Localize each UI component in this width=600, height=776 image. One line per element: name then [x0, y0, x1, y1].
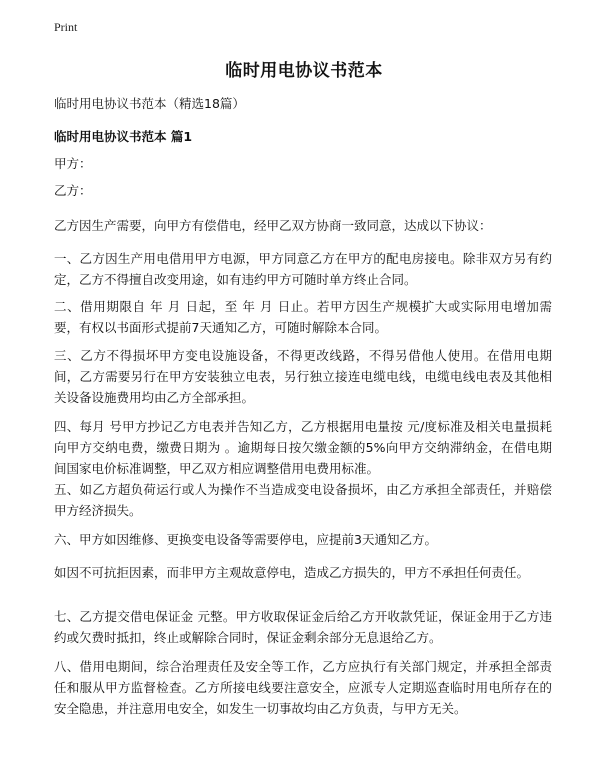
- paragraph-clause-2: 二、借用期限自 年 月 日起，至 年 月 日止。若甲方因生产规模扩大或实际用电增加需要，有权以书面形式提前7天通知乙方，可随时解除本合同。: [54, 299, 552, 335]
- paragraph-clause-7: 七、乙方提交借电保证金 元整。甲方收取保证金后给乙方开收款凭证，保证金用于乙方违约或欠费时抵扣，终止或解除合同时，保证金剩余部分无息退给乙方。: [54, 609, 552, 645]
- paragraph-clause-5: 五、如乙方超负荷运行或人为操作不当造成变电设备损坏，由乙方承担全部责任，并赔偿甲方经济损失。: [54, 482, 552, 518]
- paragraph-party-a: 甲方：: [54, 156, 92, 171]
- section-heading: 临时用电协议书范本 篇1: [54, 129, 193, 144]
- paragraph-party-b: 乙方：: [54, 183, 92, 198]
- document-title: 临时用电协议书范本: [225, 61, 383, 81]
- print-label[interactable]: Print: [54, 20, 78, 34]
- paragraph-clause-3: 三、乙方不得损坏甲方变电设施设备，不得更改线路，不得另借他人使用。在借用电期间，乙方需要另行在甲方安装独立电表，另行独立接连电缆电线，电缆电线电表及其他相关设备设施费用均由乙方全部承担。: [54, 348, 552, 405]
- paragraph-clause-1: 一、乙方因生产用电借用甲方电源，甲方同意乙方在甲方的配电房接电。除非双方另有约定，乙方不得擅自改变用途，如有违约甲方可随时单方终止合同。: [54, 251, 552, 287]
- paragraph-clause-6: 六、甲方如因维修、更换变电设备等需要停电，应提前3天通知乙方。: [54, 532, 437, 547]
- paragraph-intro: 乙方因生产需要，向甲方有偿借电，经甲乙双方协商一致同意，达成以下协议：: [54, 218, 492, 233]
- paragraph-clause-4: 四、每月 号甲方抄记乙方电表并告知乙方，乙方根据用电量按 元/度标准及相关电量损耗向甲方交纳电费，缴费日期为 。逾期每日按欠缴金额的5%向甲方交纳滞纳金，在借电期间国家电价标准调整，甲乙双方相应调整借用电费用标准。: [54, 419, 552, 476]
- paragraph-clause-8: 八、借用电期间，综合治理责任及安全等工作，乙方应执行有关部门规定，并承担全部责任和服从甲方监督检查。乙方所接电线要注意安全，应派专人定期巡查临时用电所存在的安全隐患，并注意用电安全，如发生一切事故均由乙方负责，与甲方无关。: [54, 659, 552, 716]
- document-subtitle: 临时用电协议书范本（精选18篇）: [54, 96, 245, 111]
- paragraph-force-majeure: 如因不可抗拒因素，而非甲方主观故意停电，造成乙方损失的，甲方不承担任何责任。: [54, 565, 530, 580]
